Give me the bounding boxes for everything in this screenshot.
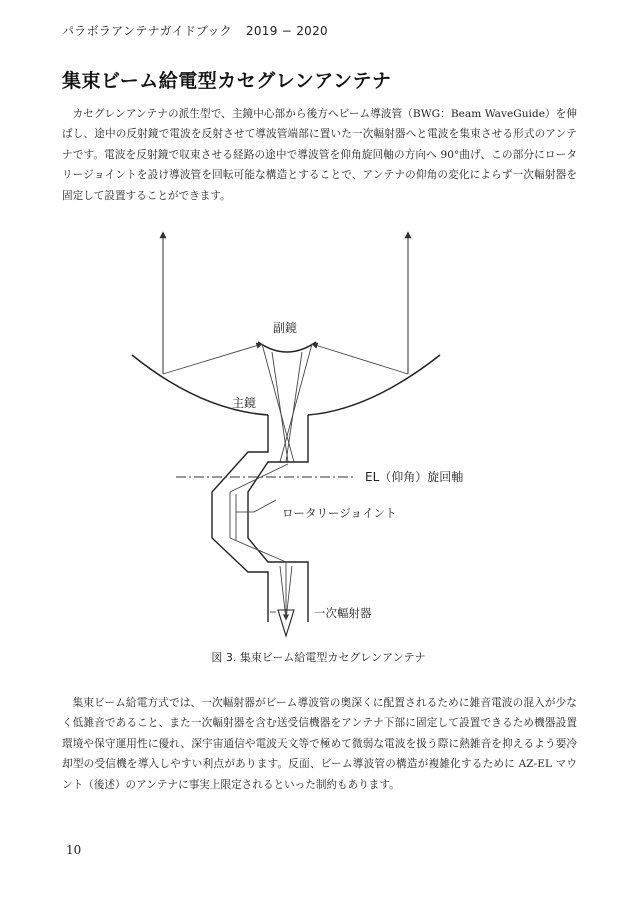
header-years: 2019 − 2020: [245, 24, 328, 38]
waveguide-rays: [230, 464, 292, 620]
subreflector: [258, 342, 316, 352]
main-reflector-label: 主鏡: [232, 396, 257, 410]
leader-lines: [236, 500, 276, 612]
rotary-joint-label: ロータリージョイント: [282, 506, 397, 520]
body-paragraph-1: カセグレンアンテナの派生型で、主鏡中心部から後方へビーム導波管（BWG：Beam WaveGuide）を伸ばし、途中の反射鏡で電波を反射させて導波管端部に置いた一次輻射器へと電波を集束させる形式のアンテナです。電波を反射鏡で収束させる経路の途中で導波管を仰角旋回軸の方向へ 90°曲げ、この部分にロータリージョイントを設け導波管を回転可能な構造とすることで、アンテナの仰角の変化によらず一次輻射器を固定して設置することができます。: [62, 108, 577, 202]
section-title: 集束ビーム給電型カセグレンアンテナ: [62, 70, 392, 92]
subreflector-label: 副鏡: [273, 321, 298, 335]
reflected-rays: [163, 344, 408, 462]
el-axis-label: EL（仰角）旋回軸: [365, 470, 464, 484]
antenna-diagram: [0, 210, 637, 642]
running-header: [62, 22, 328, 39]
figure-caption: 図 3. 集束ビーム給電型カセグレンアンテナ: [211, 651, 426, 664]
page-number: 10: [66, 843, 82, 857]
body-paragraph-2: 集束ビーム給電方式では、一次輻射器がビーム導波管の奥深くに配置されるために雑音電波の混入が少なく低雑音であること、また一次輻射器を含む送受信機器をアンテナ下部に固定して設置できるため機器設置環境や保守運用性に優れ、深宇宙通信や電波天文等で極めて微弱な電波を扱う際に熱雑音を抑えるよう要冷却型の受信機を導入しやすい利点があります。反面、ビーム導波管の構造が複雑化するために AZ-EL マウント（後述）のアンテナに事実上限定されるといった制約もあります。: [62, 697, 577, 791]
main-reflector: [132, 355, 440, 415]
book-title: パラボラアンテナガイドブック: [62, 24, 232, 38]
feed-horn-label: 一次輻射器: [314, 606, 372, 620]
